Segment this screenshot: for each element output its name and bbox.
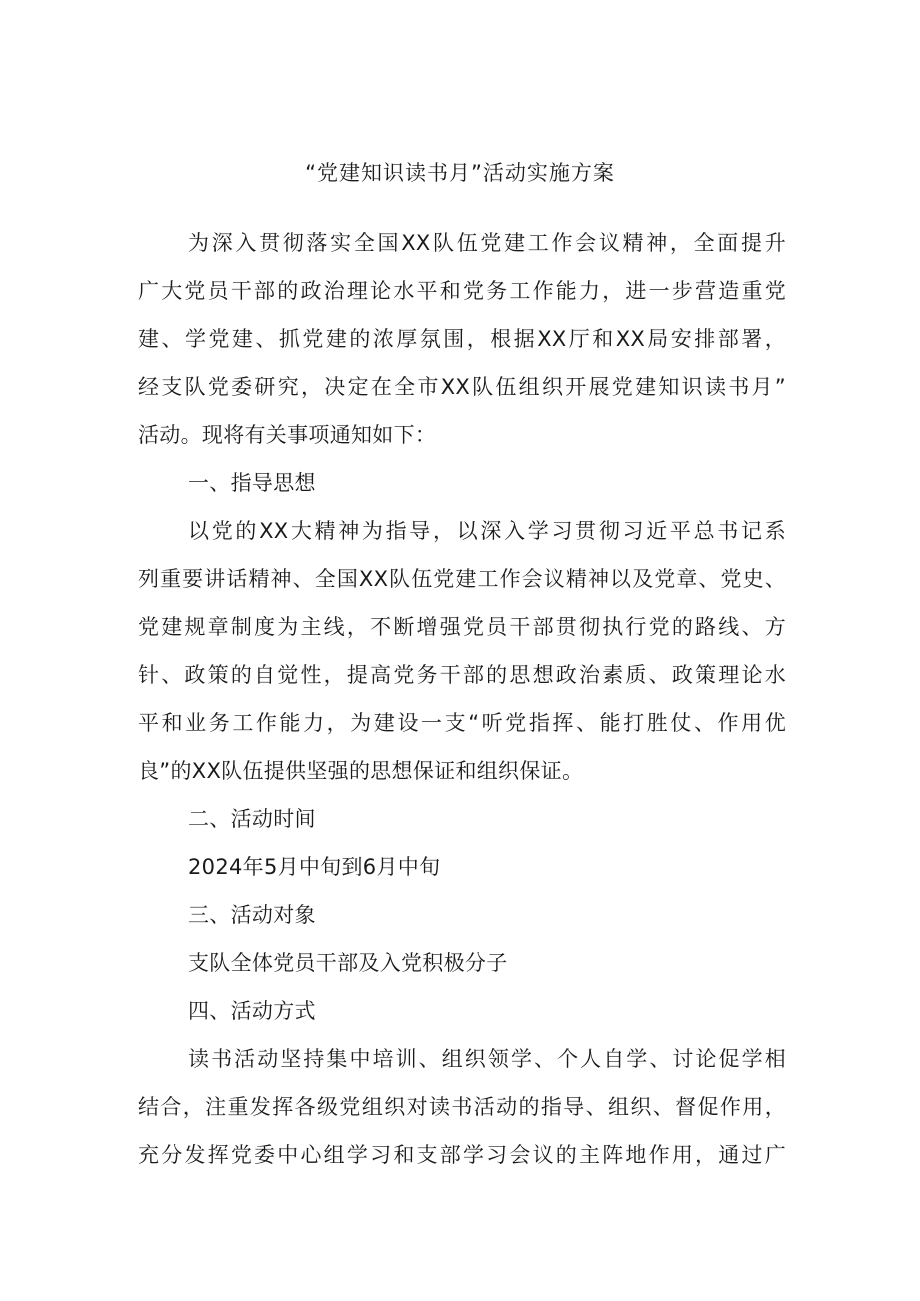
- paragraph-line: 平和业务工作能力，为建设一支“听党指挥、能打胜仗、作用优: [138, 711, 786, 735]
- paragraph-line: 读书活动坚持集中培训、组织领学、个人自学、讨论促学相: [188, 1047, 786, 1071]
- paragraph-line: 针、政策的自觉性，提高党务干部的思想政治素质、政策理论水: [138, 663, 786, 687]
- paragraph-line: 党建规章制度为主线，不断增强党员干部贯彻执行党的路线、方: [138, 615, 786, 639]
- paragraph-line: 以党的XX大精神为指导，以深入学习贯彻习近平总书记系: [188, 519, 786, 543]
- section-heading: 二、活动时间: [188, 807, 316, 831]
- paragraph-line: 列重要讲话精神、全国XX队伍党建工作会议精神以及党章、党史、: [138, 567, 786, 591]
- section-heading: 三、活动对象: [188, 903, 316, 927]
- paragraph-line: 活动。现将有关事项通知如下：: [138, 423, 437, 447]
- paragraph-line: 结合，注重发挥各级党组织对读书活动的指导、组织、督促作用，: [138, 1095, 786, 1119]
- paragraph-line: 为深入贯彻落实全国XX队伍党建工作会议精神，全面提升: [188, 231, 786, 255]
- section-heading: 四、活动方式: [188, 999, 316, 1023]
- paragraph-line: 良”的XX队伍提供坚强的思想保证和组织保证。: [138, 759, 584, 783]
- paragraph-line: 建、学党建、抓党建的浓厚氛围，根据XX厅和XX局安排部署，: [138, 327, 786, 351]
- paragraph-line: 经支队党委研究，决定在全市XX队伍组织开展党建知识读书月”: [138, 375, 786, 399]
- paragraph-line: 广大党员干部的政治理论水平和党务工作能力，进一步营造重党: [138, 279, 786, 303]
- paragraph-line: 支队全体党员干部及入党积极分子: [188, 951, 508, 975]
- paragraph-line: 充分发挥党委中心组学习和支部学习会议的主阵地作用，通过广: [138, 1143, 786, 1167]
- document-title: “党建知识读书月”活动实施方案: [305, 161, 615, 185]
- paragraph-line: 2024年5月中旬到6月中旬: [188, 855, 441, 879]
- section-heading: 一、指导思想: [188, 471, 316, 495]
